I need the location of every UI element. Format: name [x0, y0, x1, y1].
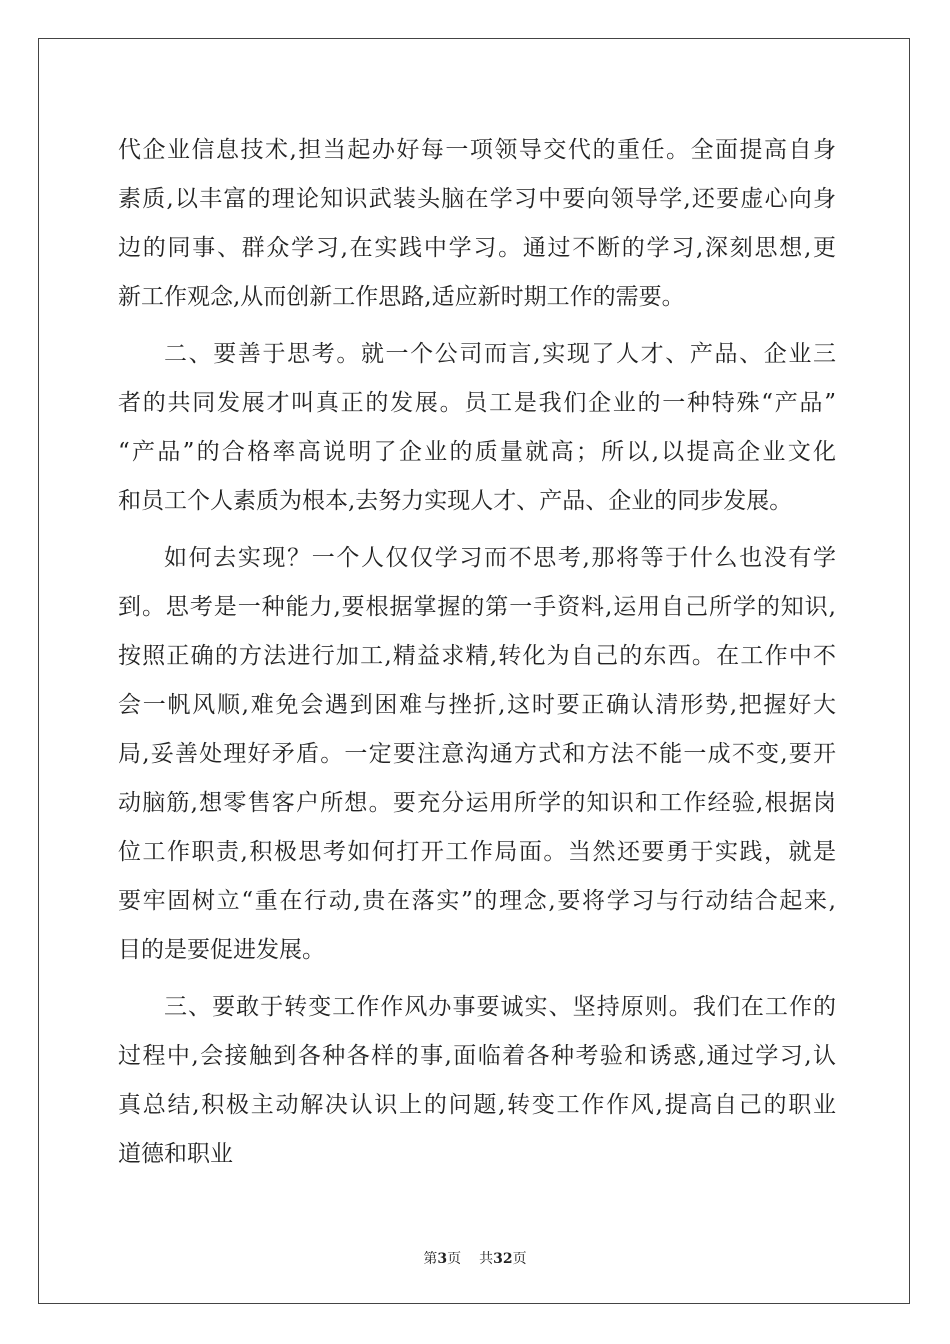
footer-total-pages: 32 — [493, 1251, 513, 1267]
text-line: 位工作职责,积极思考如何打开工作局面。当然还要勇于实践，就是 — [118, 839, 836, 865]
paragraph — [118, 983, 836, 1179]
text-line: 新工作观念,从而创新工作思路,适应新时期工作的需要。 — [118, 284, 685, 310]
text-line: 素质,以丰富的理论知识武装头脑在学习中要向领导学,还要虚心向身 — [118, 186, 836, 212]
text-line: 过程中,会接触到各种各样的事,面临着各种考验和诱惑,通过学习,认 — [118, 1043, 836, 1069]
text-line: 三、要敢于转变工作作风办事要诚实、坚持原则。我们在工作的 — [164, 994, 836, 1020]
text-line: 者的共同发展才叫真正的发展。员工是我们企业的一种特殊“产品” — [118, 390, 836, 416]
footer-page-suffix: 页 — [447, 1251, 462, 1267]
text-line: “产品”的合格率高说明了企业的质量就高；所以,以提高企业文化 — [118, 439, 836, 465]
footer-total-suffix: 页 — [512, 1251, 527, 1267]
text-line: 代企业信息技术,担当起办好每一项领导交代的重任。全面提高自身 — [118, 137, 836, 163]
text-line: 到。思考是一种能力,要根据掌握的第一手资料,运用自己所学的知识, — [118, 594, 836, 620]
document-body — [118, 126, 836, 1179]
text-line: 和员工个人素质为根本,去努力实现人才、产品、企业的同步发展。 — [118, 488, 793, 514]
paragraph — [118, 126, 836, 322]
footer-page-number: 3 — [437, 1251, 448, 1267]
text-line: 目的是要促进发展。 — [118, 937, 325, 963]
footer-total-prefix: 共 — [479, 1251, 494, 1267]
text-line: 边的同事、群众学习,在实践中学习。通过不断的学习,深刻思想,更 — [118, 235, 836, 261]
page-footer — [0, 1248, 950, 1268]
footer-page-prefix: 第 — [423, 1251, 438, 1267]
paragraph — [118, 330, 836, 526]
text-line: 会一帆风顺,难免会遇到困难与挫折,这时要正确认清形势,把握好大 — [118, 692, 836, 718]
text-line: 动脑筋,想零售客户所想。要充分运用所学的知识和工作经验,根据岗 — [118, 790, 836, 816]
text-line: 局,妥善处理好矛盾。一定要注意沟通方式和方法不能一成不变,要开 — [118, 741, 836, 767]
text-line: 如何去实现？一个人仅仅学习而不思考,那将等于什么也没有学 — [164, 545, 836, 571]
text-line: 二、要善于思考。就一个公司而言,实现了人才、产品、企业三 — [164, 341, 836, 367]
paragraph — [118, 534, 836, 975]
text-line: 要牢固树立“重在行动,贵在落实”的理念,要将学习与行动结合起来, — [118, 888, 836, 914]
text-line: 按照正确的方法进行加工,精益求精,转化为自己的东西。在工作中不 — [118, 643, 836, 669]
text-line: 真总结,积极主动解决认识上的问题,转变工作作风,提高自己的职业 — [118, 1092, 836, 1118]
text-line: 道德和职业 — [118, 1141, 233, 1167]
